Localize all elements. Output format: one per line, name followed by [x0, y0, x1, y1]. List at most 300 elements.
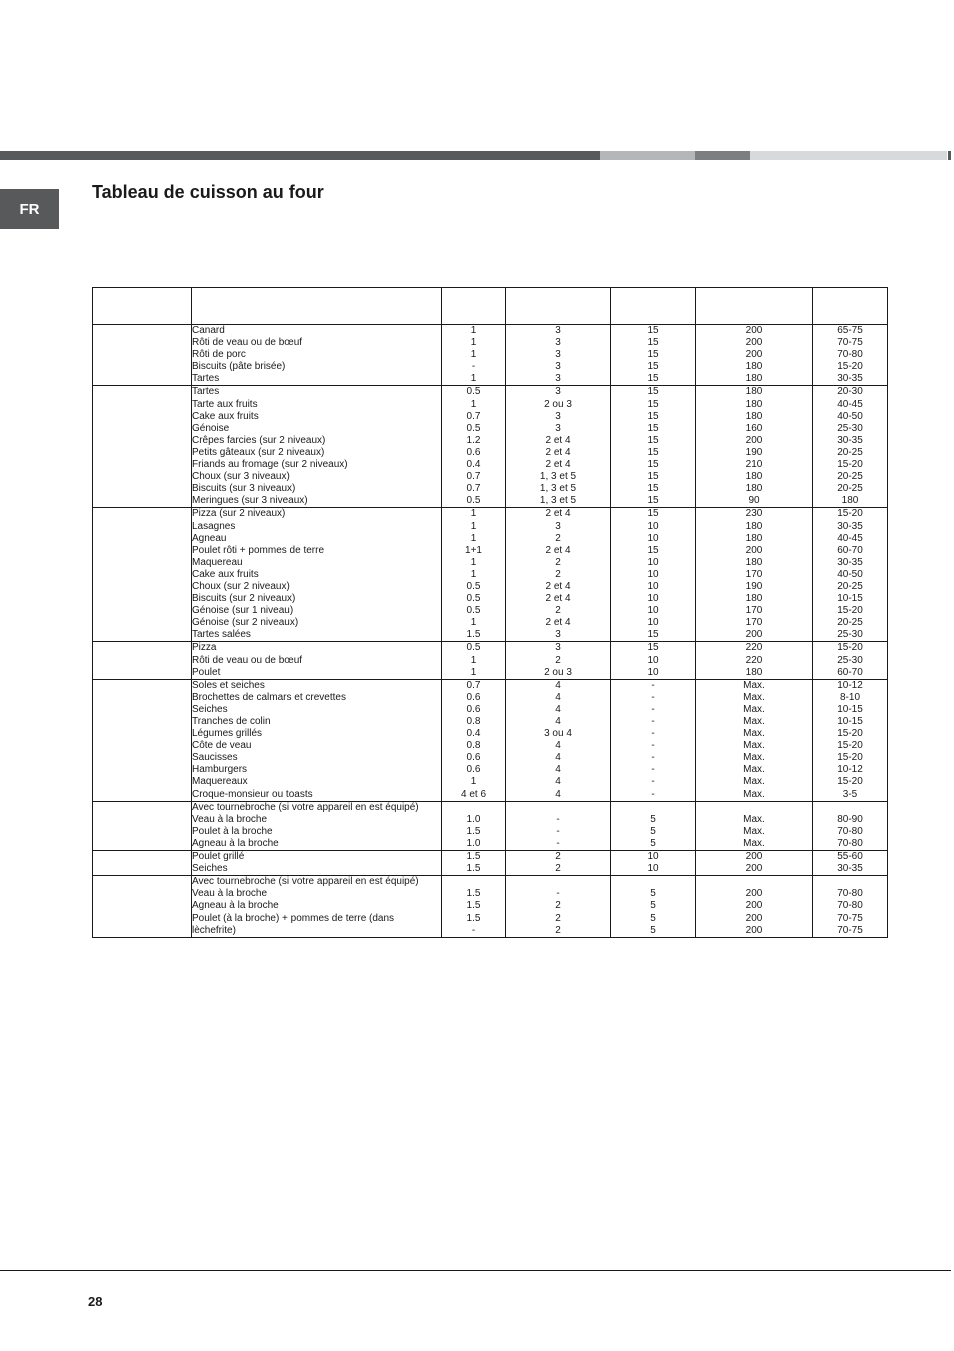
table-cell-line: Hamburgers [192, 764, 248, 776]
table-cell-line: 4 [555, 740, 561, 752]
table-cell-line: Tartes salées [192, 629, 251, 641]
table-cell-line: Brochettes de calmars et crevettes [192, 691, 346, 703]
column-header [696, 288, 813, 325]
table-cell-line: 15 [647, 349, 659, 361]
table-cell-line: 0.8 [466, 716, 481, 727]
table-cell-line: 15 [647, 471, 659, 483]
table-cell-line: Max. [743, 691, 765, 703]
value-cell [696, 801, 813, 850]
value-cell [611, 386, 696, 508]
table-cell-line: Soles et seiches [192, 679, 265, 691]
table-cell-line: 2 et 4 [545, 593, 571, 605]
table-cell-line: 15-20 [837, 642, 863, 654]
table-cell-line: Légumes grillés [192, 728, 263, 740]
table-cell-line: 180 [745, 471, 763, 483]
table-cell-line: 30-35 [837, 434, 863, 446]
table-cell-line: 210 [745, 459, 763, 471]
table-cell-line: 0.7 [466, 679, 481, 691]
table-cell-line: Rôti de veau ou de bœuf [192, 337, 303, 349]
footer-rule [0, 1270, 951, 1271]
table-cell-line: 170 [745, 568, 763, 580]
table-cell-line: 15-20 [837, 508, 863, 520]
table-header-row [93, 288, 888, 325]
value-cell [442, 508, 506, 642]
table-cell-line: Génoise (sur 2 niveaux) [192, 617, 299, 629]
table-cell-line: 10 [647, 520, 659, 532]
table-cell-line: 0.5 [466, 605, 481, 617]
value-cell [442, 386, 506, 508]
table-cell-line: Tarte aux fruits [192, 398, 258, 410]
table-cell-line: 2 et 4 [545, 617, 571, 629]
table-cell-line: Poulet à la broche [192, 825, 273, 837]
table-cell-line: 5 [650, 888, 656, 900]
table-cell-line: 4 [555, 691, 561, 703]
table-cell-line: 0.7 [466, 471, 481, 483]
food-cell [192, 851, 442, 876]
table-cell-line: 8-10 [839, 691, 860, 703]
table-cell-line: Génoise [192, 422, 230, 434]
table-cell-line [506, 876, 610, 888]
table-row-group [93, 801, 888, 850]
table-cell-line: - [556, 837, 560, 849]
table-cell-line: 3 [555, 629, 561, 641]
table-cell-line: 15 [647, 386, 659, 398]
table-cell-line: Poulet (à la broche) + pommes de terre (dans [192, 912, 395, 924]
table-cell-line: 30-35 [837, 520, 863, 532]
table-cell-line: 2 [555, 924, 561, 936]
table-cell-line: 15 [647, 434, 659, 446]
table-cell-line: 5 [650, 813, 656, 825]
table-cell-line: 180 [745, 593, 763, 605]
table-row-group [93, 325, 888, 386]
table-cell-line: 3 [555, 373, 561, 385]
table-row [93, 801, 888, 850]
table-cell-line: 2 et 4 [545, 544, 571, 556]
table-cell-line: 70-80 [837, 900, 863, 912]
cooking-table-container [92, 287, 887, 938]
cooking-mode-cell [93, 325, 192, 386]
table-cell-line: 3 [555, 422, 561, 434]
column-header [93, 288, 192, 325]
table-cell-line: 2 et 4 [545, 580, 571, 592]
cooking-mode-cell [93, 851, 192, 876]
table-cell-line: 15 [647, 629, 659, 641]
table-cell-line: 10 [647, 617, 659, 629]
table-cell-line: 2 [555, 568, 561, 580]
table-cell-line: 15 [647, 373, 659, 385]
table-cell-line: 200 [745, 888, 763, 900]
column-header [813, 288, 888, 325]
table-cell-line: 2 [555, 851, 561, 863]
table-cell-line: 70-80 [837, 349, 863, 361]
table-cell-line: 160 [745, 422, 763, 434]
cooking-mode-cell [93, 508, 192, 642]
value-cell [611, 801, 696, 850]
table-cell-line: 4 [555, 788, 561, 800]
table-cell-line: 20-25 [837, 446, 863, 458]
table-cell-line: 1.5 [466, 629, 481, 641]
table-cell-line: 2 [555, 900, 561, 912]
table-cell-line: 15 [647, 495, 659, 507]
table-cell-line: 0.5 [466, 580, 481, 592]
value-cell [506, 876, 611, 937]
table-cell-line: Max. [743, 679, 765, 691]
table-cell-line: 15 [647, 337, 659, 349]
table-cell-line: 1 [470, 532, 477, 544]
table-cell-line [696, 876, 812, 888]
table-cell-line: 200 [745, 863, 763, 875]
table-cell-line: Maquereaux [192, 776, 248, 788]
table-cell-line: 10 [647, 605, 659, 617]
table-cell-line: 3 [555, 337, 561, 349]
value-cell [696, 508, 813, 642]
table-cell-line: - [556, 825, 560, 837]
table-cell-line: 0.5 [466, 593, 481, 605]
table-cell-line: 180 [745, 410, 763, 422]
value-cell [813, 325, 888, 386]
table-cell-line: 10 [647, 532, 659, 544]
column-header [506, 288, 611, 325]
table-cell-line: 3 [555, 520, 561, 532]
table-cell-line: 25-30 [837, 654, 863, 666]
table-cell-line: 10-15 [837, 593, 863, 605]
table-cell-line: 15 [647, 398, 659, 410]
table-cell-line: Max. [743, 740, 765, 752]
table-cell-line: 200 [745, 924, 763, 936]
table-cell-line: 200 [745, 544, 763, 556]
table-cell-line: 200 [745, 912, 763, 924]
table-cell-line [813, 876, 887, 888]
table-cell-line: 180 [745, 532, 763, 544]
table-cell-line: 180 [745, 373, 763, 385]
table-cell-line: 1.5 [466, 912, 481, 924]
value-cell [442, 679, 506, 801]
table-cell-line: 0.6 [466, 752, 481, 764]
table-cell-line: 10-12 [837, 764, 863, 776]
table-cell-line: 30-35 [837, 373, 863, 385]
value-cell [442, 642, 506, 679]
table-cell-line: Max. [743, 788, 765, 800]
table-cell-line: Avec tournebroche (si votre appareil en est équipé) [192, 876, 419, 888]
table-cell-line: Pizza (sur 2 niveaux) [192, 508, 286, 520]
value-cell [506, 851, 611, 876]
cooking-mode-cell [93, 876, 192, 937]
table-cell-line: 4 [555, 703, 561, 715]
table-cell-line: 10 [647, 851, 659, 863]
table-cell-line: 40-45 [837, 398, 863, 410]
table-cell-line: - [556, 888, 560, 900]
cooking-mode-cell [93, 642, 192, 679]
value-cell [696, 642, 813, 679]
table-cell-line: 70-80 [837, 837, 863, 849]
table-cell-line: 15 [647, 483, 659, 495]
table-cell-line: 10 [647, 666, 659, 678]
value-cell [442, 876, 506, 937]
food-cell [192, 876, 442, 937]
table-cell-line: 170 [745, 617, 763, 629]
table-cell-line: 15-20 [837, 361, 863, 373]
header-color-bar [0, 151, 954, 160]
table-cell-line: 3 ou 4 [544, 728, 572, 740]
table-cell-line: 25-30 [837, 422, 863, 434]
table-cell-line: 1 [470, 776, 477, 788]
value-cell [813, 386, 888, 508]
table-cell-line: Seiches [192, 703, 228, 715]
table-cell-line: 1 [470, 325, 477, 336]
column-header [442, 288, 506, 325]
table-cell-line: - [651, 703, 655, 715]
value-cell [813, 679, 888, 801]
value-cell [813, 508, 888, 642]
table-row-group [93, 679, 888, 801]
table-cell-line: Avec tournebroche (si votre appareil en est équipé) [192, 801, 419, 813]
value-cell [696, 679, 813, 801]
table-cell-line: Max. [743, 764, 765, 776]
table-cell-line: - [556, 813, 560, 825]
table-cell-line: Friands au fromage (sur 2 niveaux) [192, 459, 348, 471]
value-cell [442, 851, 506, 876]
value-cell [442, 801, 506, 850]
table-cell-line: Tranches de colin [192, 716, 271, 727]
table-cell-line: 1 [470, 337, 477, 349]
table-cell-line: 70-80 [837, 825, 863, 837]
table-cell-line: 15 [647, 361, 659, 373]
table-cell-line: 180 [745, 361, 763, 373]
value-cell [506, 386, 611, 508]
table-cell-line: 180 [745, 666, 763, 678]
food-cell [192, 801, 442, 850]
table-cell-line: 0.8 [466, 740, 481, 752]
table-cell-line: 4 [555, 764, 561, 776]
table-cell-line: 1.5 [466, 863, 481, 875]
table-cell-line: Veau à la broche [192, 888, 268, 900]
table-cell-line: Tartes [192, 386, 220, 398]
table-cell-line: 2 et 4 [545, 508, 571, 520]
table-cell-line: 1 [470, 556, 477, 568]
value-cell [506, 801, 611, 850]
table-cell-line: 0.7 [466, 410, 481, 422]
table-cell-line: 15 [647, 642, 659, 654]
table-cell-line: 180 [745, 386, 763, 398]
table-row-group [93, 386, 888, 508]
table-cell-line: Poulet grillé [192, 851, 245, 863]
table-cell-line: 25-30 [837, 629, 863, 641]
value-cell [506, 325, 611, 386]
table-cell-line: 15 [647, 459, 659, 471]
table-cell-line: 180 [745, 398, 763, 410]
value-cell [696, 386, 813, 508]
cooking-mode-cell [93, 386, 192, 508]
table-cell-line: 90 [748, 495, 760, 507]
table-cell-line: 1.2 [466, 434, 481, 446]
table-cell-line: 1.5 [466, 851, 481, 863]
value-cell [506, 679, 611, 801]
table-cell-line: 10 [647, 654, 659, 666]
table-cell-line: 3 [555, 410, 561, 422]
table-cell-line: 0.4 [466, 728, 481, 740]
table-cell-line: 200 [745, 851, 763, 863]
table-cell-line: 30-35 [837, 863, 863, 875]
table-cell-line: Max. [743, 703, 765, 715]
table-cell-line: 15 [647, 446, 659, 458]
column-header [192, 288, 442, 325]
table-cell-line: - [651, 740, 655, 752]
table-cell-line: 60-70 [837, 544, 863, 556]
table-cell-line: - [651, 679, 655, 691]
table-cell-line: 10 [647, 556, 659, 568]
table-cell-line: Max. [743, 776, 765, 788]
table-cell-line: 200 [745, 629, 763, 641]
table-cell-line: 220 [745, 654, 763, 666]
food-cell [192, 508, 442, 642]
color-bar-segment [600, 151, 695, 160]
table-cell-line: 2 et 4 [545, 446, 571, 458]
table-cell-line [611, 876, 695, 888]
table-cell-line: 1, 3 et 5 [539, 495, 577, 507]
table-cell-line: Max. [743, 716, 765, 727]
table-cell-line: 200 [745, 337, 763, 349]
table-cell-line: 70-75 [837, 337, 863, 349]
table-cell-line: 230 [745, 508, 763, 520]
page-number: 28 [88, 1294, 103, 1309]
table-cell-line: 5 [650, 912, 656, 924]
table-cell-line: 20-25 [837, 580, 863, 592]
value-cell [611, 325, 696, 386]
table-cell-line: 180 [745, 483, 763, 495]
table-cell-line: 4 [555, 752, 561, 764]
table-cell-line: 3 [555, 642, 561, 654]
table-cell-line: 0.5 [466, 422, 481, 434]
table-cell-line: Meringues (sur 3 niveaux) [192, 495, 308, 507]
table-cell-line: 4 [555, 716, 561, 727]
table-cell-line: 70-75 [837, 912, 863, 924]
table-cell-line: 15-20 [837, 459, 863, 471]
table-cell-line: 10 [647, 568, 659, 580]
column-header [611, 288, 696, 325]
table-cell-line: 0.6 [466, 703, 481, 715]
value-cell [442, 325, 506, 386]
table-cell-line: Pizza [192, 642, 217, 654]
table-cell-line: 1 [470, 666, 477, 678]
table-cell-line: 5 [650, 825, 656, 837]
table-cell-line: 20-30 [837, 386, 863, 398]
table-cell-line: 1.5 [466, 825, 481, 837]
table-row [93, 325, 888, 386]
table-cell-line: Petits gâteaux (sur 2 niveaux) [192, 446, 325, 458]
table-cell-line: 190 [745, 446, 763, 458]
table-row [93, 679, 888, 801]
table-cell-line: 200 [745, 434, 763, 446]
table-cell-line: 180 [745, 556, 763, 568]
table-cell-line: 40-45 [837, 532, 863, 544]
table-cell-line: Croque-monsieur ou toasts [192, 788, 313, 800]
table-cell-line: Lasagnes [192, 520, 236, 532]
table-cell-line: 3 [555, 386, 561, 398]
table-cell-line: 2 [555, 654, 561, 666]
table-cell-line: 200 [745, 349, 763, 361]
table-cell-line: 170 [745, 605, 763, 617]
table-cell-line: 15 [647, 410, 659, 422]
table-cell-line: 1 [470, 568, 477, 580]
food-cell [192, 386, 442, 508]
value-cell [813, 642, 888, 679]
table-cell-line: 70-80 [837, 888, 863, 900]
table-cell-line: 200 [745, 900, 763, 912]
table-cell-line: 20-25 [837, 483, 863, 495]
cooking-mode-cell [93, 679, 192, 801]
color-bar-segment [0, 151, 600, 160]
table-row [93, 851, 888, 876]
table-cell-line: Rôti de veau ou de bœuf [192, 654, 303, 666]
table-cell-line: 40-50 [837, 568, 863, 580]
table-cell-line: Crêpes farcies (sur 2 niveaux) [192, 434, 326, 446]
table-cell-line: 2 et 4 [545, 459, 571, 471]
table-cell-line: 1, 3 et 5 [539, 471, 577, 483]
table-cell-line: Veau à la broche [192, 813, 268, 825]
table-cell-line: 15-20 [837, 728, 863, 740]
table-cell-line: 1 [470, 398, 477, 410]
table-cell-line: 190 [745, 580, 763, 592]
table-cell-line: Seiches [192, 863, 228, 875]
table-cell-line: 2 ou 3 [544, 666, 572, 678]
table-cell-line: Biscuits (pâte brisée) [192, 361, 286, 373]
table-cell-line: 10-15 [837, 703, 863, 715]
table-cell-line: Max. [743, 825, 765, 837]
table-cell-line: 65-75 [837, 325, 863, 336]
table-cell-line: 30-35 [837, 556, 863, 568]
table-cell-line: 3 [555, 361, 561, 373]
table-cell-line: 5 [650, 900, 656, 912]
table-cell-line: 3 [555, 325, 561, 336]
table-cell-line: Poulet rôti + pommes de terre [192, 544, 325, 556]
table-cell-line: Max. [743, 837, 765, 849]
table-cell-line: 0.6 [466, 446, 481, 458]
table-cell-line: Cake aux fruits [192, 410, 259, 422]
table-cell-line: 1 [470, 617, 477, 629]
table-cell-line: 5 [650, 924, 656, 936]
table-cell-line: 15 [647, 325, 659, 336]
table-cell-line [442, 802, 505, 814]
table-cell-line: 1.0 [466, 813, 481, 825]
table-cell-line: - [651, 752, 655, 764]
table-cell-line: 15 [647, 422, 659, 434]
table-cell-line: 1, 3 et 5 [539, 483, 577, 495]
table-cell-line: Saucisses [192, 752, 238, 764]
table-cell-line: 0.6 [466, 764, 481, 776]
table-cell-line: 2 et 4 [545, 434, 571, 446]
table-cell-line: 10 [647, 580, 659, 592]
table-cell-line: 15 [647, 508, 659, 520]
table-cell-line: 2 [555, 532, 561, 544]
table-cell-line: 180 [745, 520, 763, 532]
value-cell [611, 508, 696, 642]
food-cell [192, 325, 442, 386]
table-row-group [93, 851, 888, 876]
color-bar-segment [750, 151, 947, 160]
table-cell-line: - [651, 716, 655, 727]
value-cell [813, 801, 888, 850]
table-cell-line: Max. [743, 728, 765, 740]
table-cell-line: 1 [470, 520, 477, 532]
value-cell [696, 325, 813, 386]
page-title: Tableau de cuisson au four [92, 182, 324, 202]
table-cell-line [442, 876, 505, 888]
value-cell [506, 642, 611, 679]
table-cell-line: 2 [555, 605, 561, 617]
table-cell-line: 15-20 [837, 605, 863, 617]
value-cell [813, 876, 888, 937]
table-cell-line: Cake aux fruits [192, 568, 259, 580]
